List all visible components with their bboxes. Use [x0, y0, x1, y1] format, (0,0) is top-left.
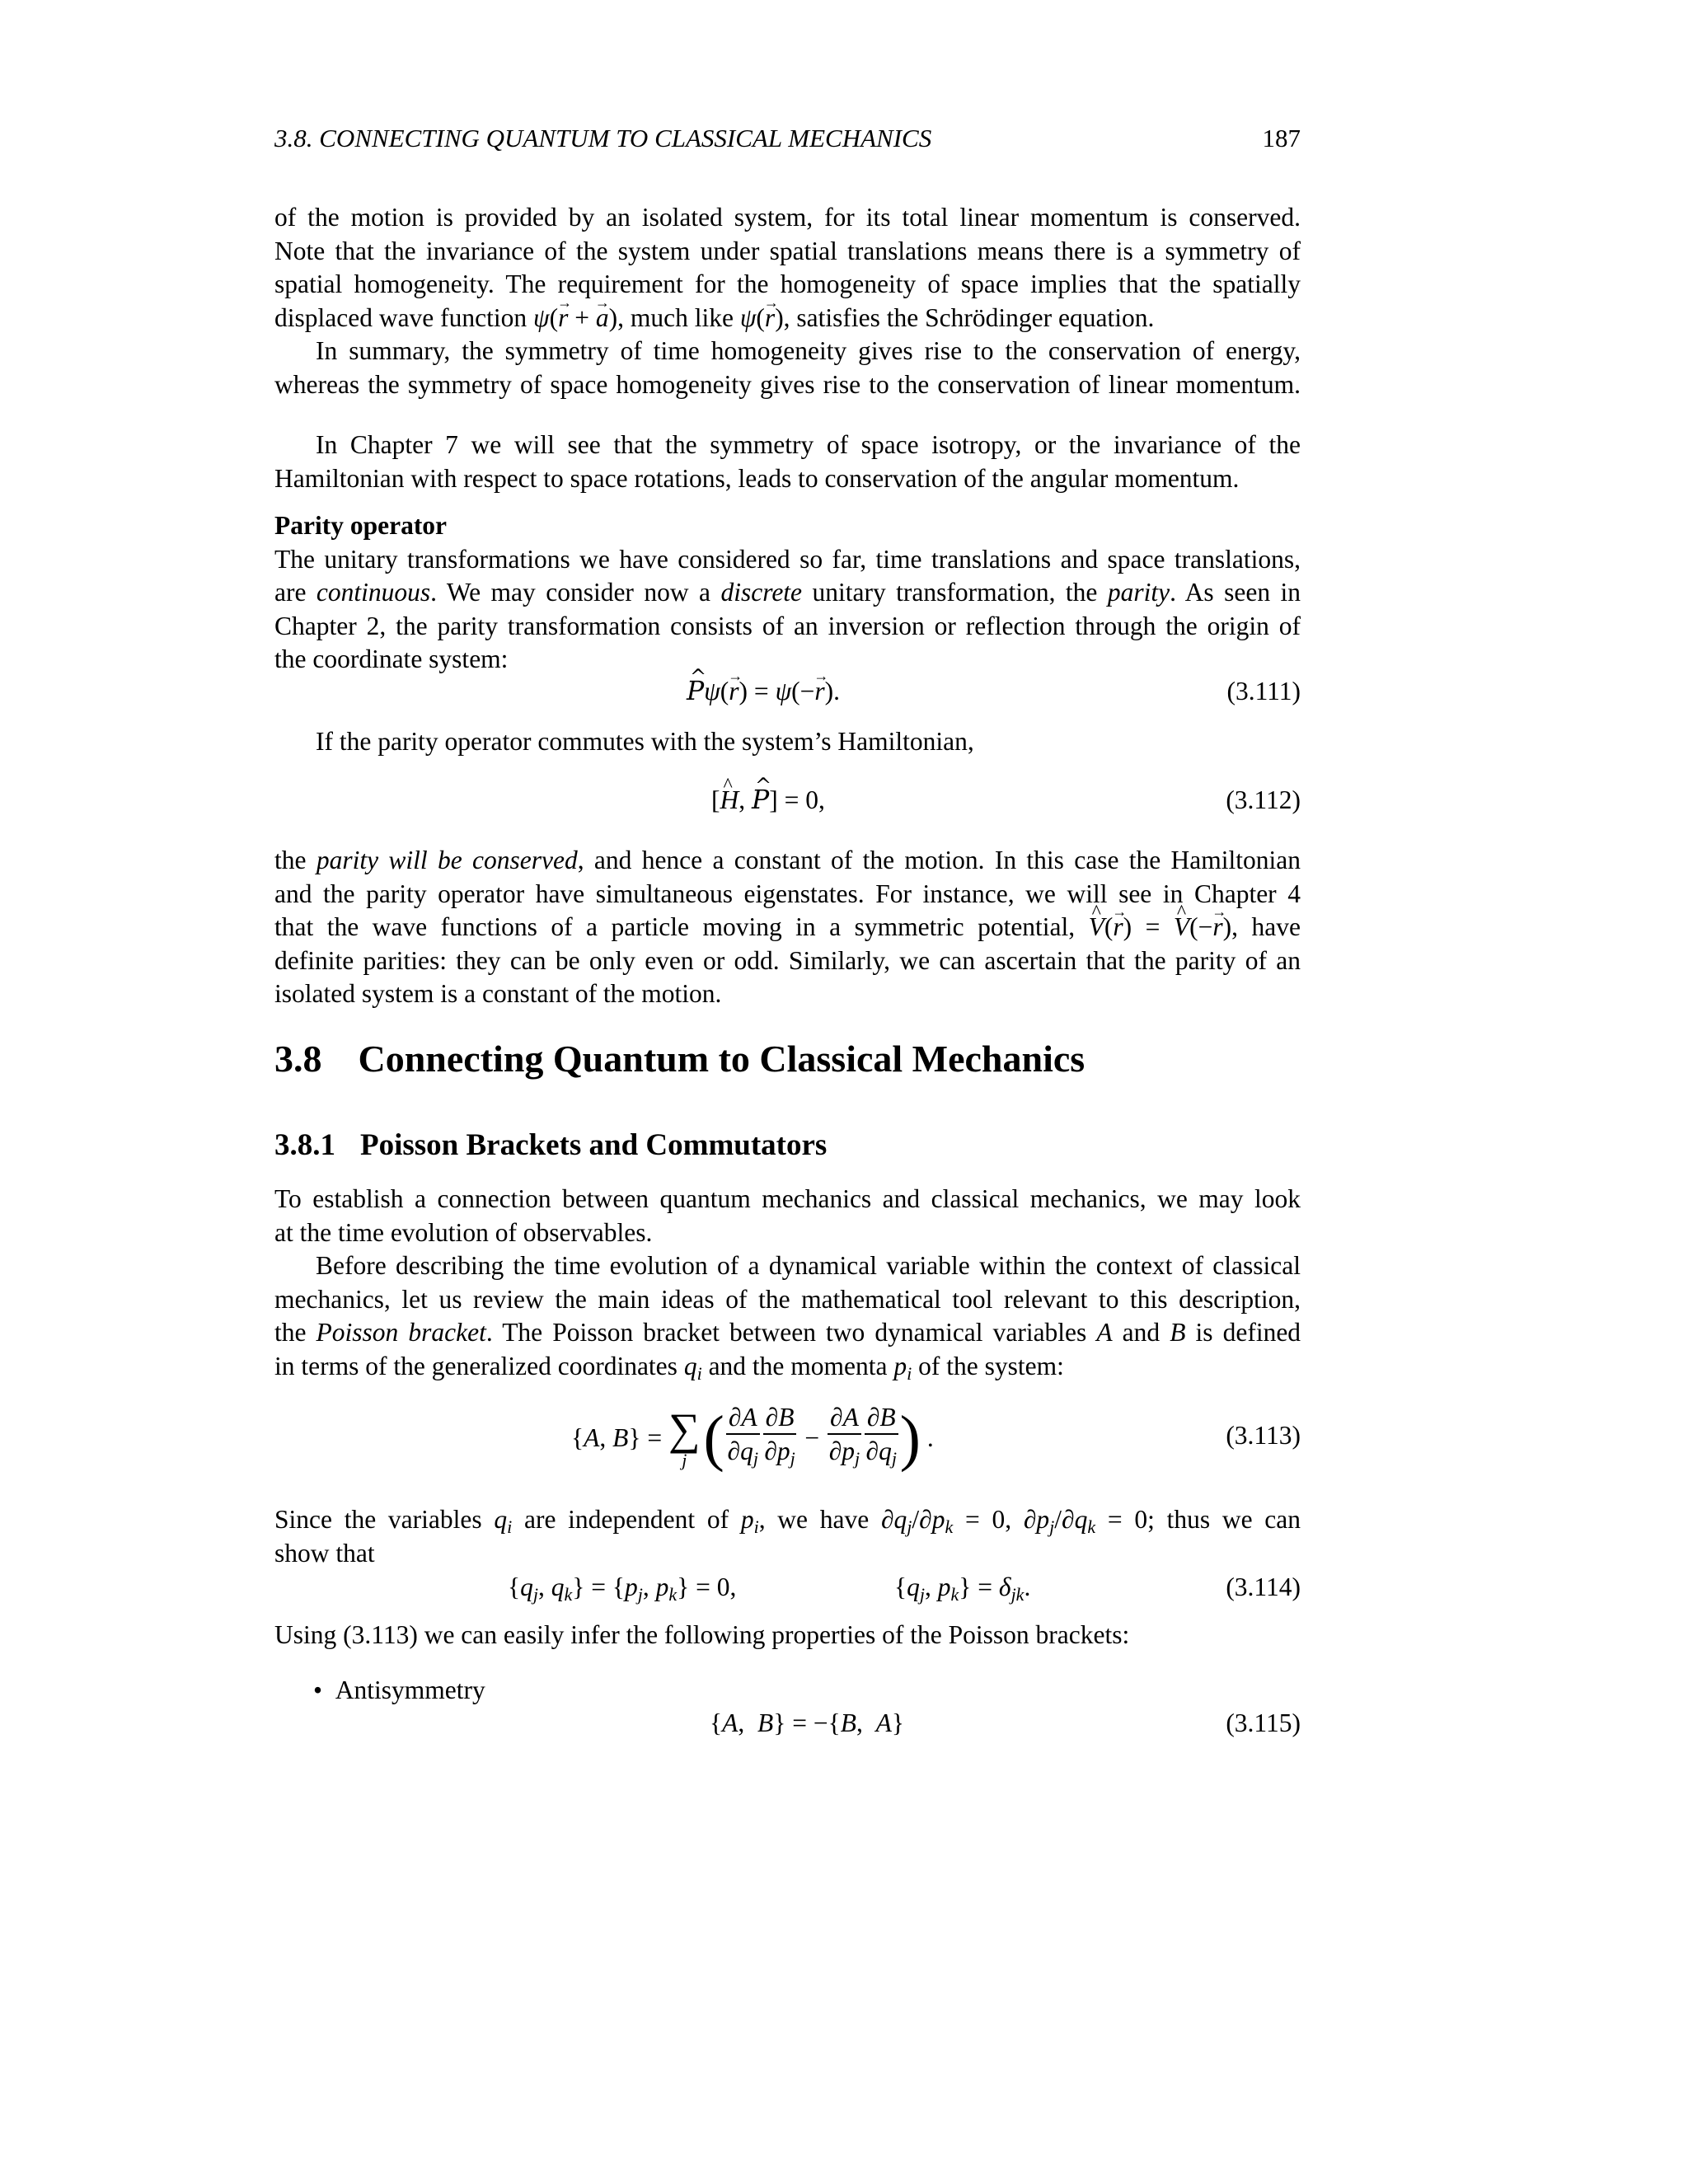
- equation-body: P ^ψ(r →) = ψ(−r →).: [687, 674, 840, 709]
- paragraph-properties: [274, 1619, 1301, 1652]
- bullet-label: Antisymmetry: [335, 1675, 485, 1704]
- equation-number: (3.113): [1226, 1421, 1301, 1450]
- text-line: definite parities: they can be only even or odd. Similarly, we can ascertain that the parity of an: [274, 945, 1301, 975]
- text-line: In Chapter 7 we will see that the symmetry of space isotropy, or the invariance of the: [316, 430, 1301, 459]
- text-line: show that: [274, 1538, 375, 1568]
- text-line: that the wave functions of a particle moving in a symmetric potential, V ^(r →) = V ^(−r →), have: [274, 911, 1301, 944]
- text-line: spatial homogeneity. The requirement for the homogeneity of space implies that the spatially: [274, 269, 1301, 298]
- parity-section: [274, 509, 1301, 677]
- text-line: To establish a connection between quantum mechanics and classical mechanics, we may look: [274, 1184, 1301, 1213]
- bullet-dot: •: [313, 1675, 323, 1704]
- paragraph-parity-conserved: [274, 844, 1301, 1011]
- running-header: [274, 124, 1301, 158]
- equation-3-115: [274, 1706, 1301, 1741]
- paragraph-isotropy: [274, 429, 1301, 495]
- equation-3-111: [274, 674, 1301, 709]
- list-item: [313, 1674, 485, 1707]
- equation-body: [H ^, P ^] = 0,: [711, 783, 825, 818]
- text-line: The unitary transformations we have considered so far, time translations and space translations,: [274, 544, 1301, 574]
- subsection-heading: 3.8.1 Poisson Brackets and Commutators: [274, 1128, 828, 1162]
- text-line-displaced-wavefunction: displaced wave function ψ(r → + a →), much like ψ(r →), satisfies the Schrödinger equation.: [274, 302, 1301, 335]
- parity-heading: Parity operator: [274, 511, 448, 540]
- equation-number: (3.111): [1226, 677, 1301, 705]
- text-line: Before describing the time evolution of a dynamical variable within the context of classical: [316, 1251, 1301, 1280]
- text-line: Using (3.113) we can easily infer the following properties of the Poisson brackets:: [274, 1620, 1130, 1649]
- text-line: the parity will be conserved, and hence a constant of the motion. In this case the Hamiltonian: [274, 846, 1301, 874]
- paragraph-momentum: [274, 201, 1301, 401]
- page-number: 187: [1262, 124, 1301, 152]
- text-line: and the parity operator have simultaneous eigenstates. For instance, we will see in Chapter 4: [274, 879, 1301, 908]
- equation-body-right: {$q_j$, $p_k\} = \delta_{jk}$.: [894, 1572, 1031, 1605]
- text-line: Since the variables $q_i$ are independent of $p_i$, we have $\partial q_j/\partial p_k = 0$, $\partial p_j/\partial q_k = 0$; thus we can: [274, 1505, 1301, 1537]
- text-line: at the time evolution of observables.: [274, 1217, 653, 1247]
- text-line: whereas the symmetry of space homogeneity gives rise to the conservation of linear momentum.: [274, 369, 1301, 399]
- equation-number: (3.115): [1226, 1708, 1301, 1737]
- text-line: Note that the invariance of the system under spatial translations means there is a symmetry of: [274, 236, 1301, 265]
- paragraph-commutes: [274, 725, 1301, 759]
- equation-number: (3.114): [1226, 1572, 1301, 1601]
- running-title: 3.8. CONNECTING QUANTUM TO CLASSICAL MECHANICS: [274, 124, 932, 152]
- equation-body-left: {$q_j$, $q_k\} = \{p_j$, $p_k\} = 0$,: [508, 1572, 737, 1605]
- equation-body: {A, B} = −{B, A}: [710, 1708, 905, 1737]
- text-line: in terms of the generalized coordinates $q_i$ and the momenta $p_i$ of the system:: [274, 1351, 1064, 1384]
- text-line: mechanics, let us review the main ideas of the mathematical tool relevant to this description,: [274, 1284, 1301, 1314]
- equation-3-112: [274, 783, 1301, 818]
- text-line: are continuous. We may consider now a discrete unitary transformation, the parity. As seen in: [274, 578, 1301, 607]
- text-line: Chapter 2, the parity transformation consists of an inversion or reflection through the origin of: [274, 611, 1301, 640]
- text-line: If the parity operator commutes with the system’s Hamiltonian,: [316, 727, 974, 756]
- text-line: the coordinate system:: [274, 644, 509, 673]
- equation-3-114: [274, 1570, 1301, 1605]
- text-line: the Poisson bracket. The Poisson bracket between two dynamical variables A and B is defined: [274, 1318, 1301, 1347]
- text-line: of the motion is provided by an isolated system, for its total linear momentum is conserved.: [274, 203, 1301, 232]
- equation-number: (3.112): [1226, 785, 1301, 814]
- paragraph-independent: [274, 1503, 1301, 1570]
- equation-3-113: [274, 1393, 1301, 1492]
- text-line: Hamiltonian with respect to space rotations, leads to conservation of the angular momentum.: [274, 463, 1240, 493]
- equation-body: {A, B} = ∑ j ( $\frac{\partial A}{\partial q_j}$ $\frac{\partial B}{\partial p_j}$ − $\frac{\partial A}{\partial p_j}$ $\frac{\partial B}{\partial q_j}$ ) .: [571, 1402, 934, 1473]
- paragraph-poisson: [274, 1183, 1301, 1383]
- text-line: isolated system is a constant of the motion.: [274, 979, 722, 1008]
- text-line: In summary, the symmetry of time homogeneity gives rise to the conservation of energy,: [316, 336, 1301, 365]
- section-heading: 3.8 Connecting Quantum to Classical Mechanics: [274, 1038, 1085, 1080]
